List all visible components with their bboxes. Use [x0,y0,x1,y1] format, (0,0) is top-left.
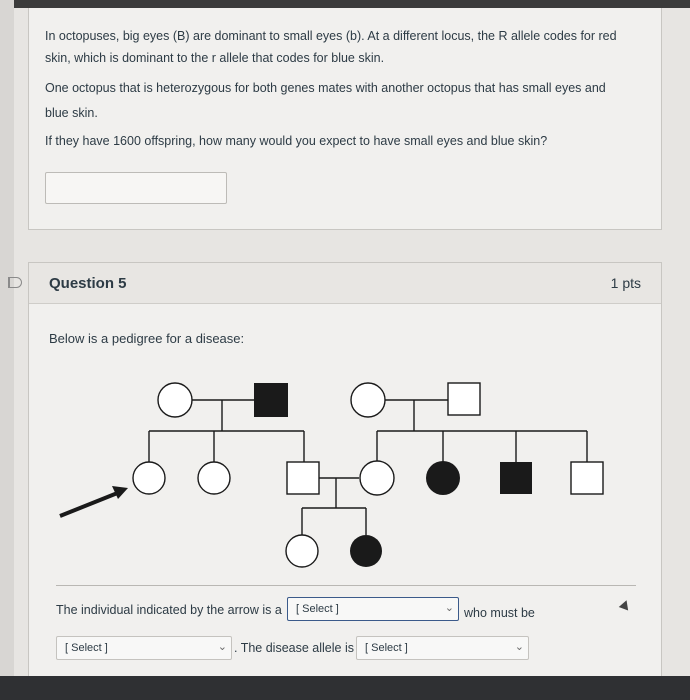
flag-icon[interactable] [8,277,22,288]
question-4-text-line1: In octopuses, big eyes (B) are dominant to small eyes (b). At a different locus, the R allele codes for red [45,29,617,43]
pedigree-female-unaffected [198,462,230,494]
question-4-text-line4: blue skin. [45,106,98,120]
sentence-part3: . The disease allele is [234,641,354,655]
divider [56,585,636,586]
question-5-header [29,263,661,304]
question-points: 1 pts [610,275,641,291]
chevron-down-icon: ⌄ [514,641,524,653]
chevron-down-icon: ⌄ [444,602,454,614]
pedigree-male-unaffected [571,462,603,494]
pedigree-intro: Below is a pedigree for a disease: [49,331,245,346]
question-4-text-line3: One octopus that is heterozygous for both genes mates with another octopus that has small eyes and [45,81,606,95]
pedigree-female-affected [426,461,460,495]
question-title: Question 5 [49,275,127,292]
sentence-part2: who must be [464,606,535,620]
answer-input[interactable] [45,172,227,204]
pedigree-diagram [28,368,628,578]
select-value: [ Select ] [365,642,408,654]
pedigree-female-unaffected [158,383,192,417]
pointer-arrow [60,486,128,516]
left-gutter [0,0,14,676]
pedigree-male-unaffected [448,383,480,415]
pedigree-female-unaffected [286,535,318,567]
pedigree-female-affected [350,535,382,567]
pedigree-male-unaffected [287,462,319,494]
select-genotype[interactable] [56,636,232,660]
pedigree-male-affected [254,383,288,417]
pedigree-female-unaffected [351,383,385,417]
pedigree-male-affected [500,462,532,494]
pedigree-female-unaffected [360,461,394,495]
chevron-down-icon: ⌄ [217,641,227,653]
pedigree-female-unaffected-arrowed [133,462,165,494]
question-4-prompt: If they have 1600 offspring, how many would you expect to have small eyes and blue skin? [45,134,548,148]
select-individual-type[interactable] [287,597,459,621]
select-disease-allele[interactable] [356,636,529,660]
question-4-text-line2: skin, which is dominant to the r allele that codes for blue skin. [45,51,385,65]
question-4-panel [28,8,662,230]
bottom-edge [0,676,690,700]
sentence-part1: The individual indicated by the arrow is a [56,603,282,617]
top-edge [0,0,690,8]
select-value: [ Select ] [65,642,108,654]
select-value: [ Select ] [296,603,339,615]
